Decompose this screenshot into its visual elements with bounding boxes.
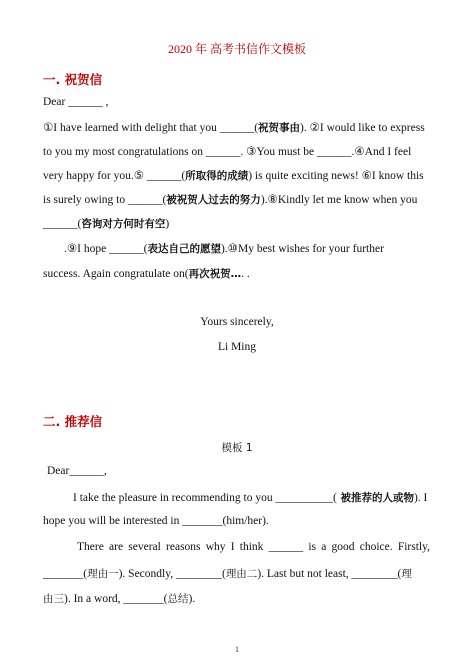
text: ①I have learned with delight that you ______(: [43, 122, 259, 134]
text-cn: 咨询对方何时有空: [81, 218, 166, 230]
text-cn: 被推荐的人或物: [336, 492, 414, 504]
text-cn: 所取得的成绩: [185, 170, 249, 182]
text-cn: 理: [401, 568, 412, 580]
section1-p1-line4: [43, 192, 417, 207]
section1-p2-line2: [43, 266, 250, 281]
section1-p1-line1: [43, 120, 425, 135]
text: ).⑧Kindly let me know when you: [260, 194, 418, 206]
text-cn: 祝贺事由: [258, 122, 301, 134]
section2-p2-line1: There are several reasons why I think ______ is a good choice. Firstly,: [77, 541, 430, 553]
section1-heading: 一. 祝贺信: [43, 72, 103, 87]
text: is surely owing to ______(: [43, 194, 167, 206]
text: .⑨I hope ______(: [64, 243, 148, 255]
section2-salutation: Dear______,: [47, 465, 107, 477]
text-cn: 由三: [43, 593, 64, 605]
section2-subheading: [0, 440, 474, 455]
text: success. Again congratulate on(: [43, 268, 189, 280]
text: ). I: [413, 492, 428, 504]
text-cn: 理由二: [225, 568, 258, 580]
page-number: 1: [235, 645, 239, 654]
text: ). Last but not least, ________(: [257, 568, 402, 580]
text: . .: [241, 268, 250, 280]
section1-p2-line1: [64, 241, 384, 256]
section1-salutation: Dear ______ ,: [43, 96, 109, 108]
text: ).⑩My best wishes for your further: [220, 243, 384, 255]
section2-p2-line2: [43, 566, 412, 581]
section2-p1-line1: [73, 490, 427, 505]
text-cn: 表达自己的愿望: [147, 243, 221, 255]
section2-heading: 二. 推荐信: [43, 414, 103, 429]
text: very happy for you.⑤ ______(: [43, 170, 186, 182]
section2-p1-line2: hope you will be interested in _______(him/her).: [43, 515, 269, 527]
text: I take the pleasure in recommending to you __________(: [73, 492, 337, 504]
subheading-text: 模板 1: [221, 442, 253, 454]
section1-p1-line2: to you my most congratulations on ______. ③You must be ______.④And I feel: [43, 146, 412, 158]
text: ). In a word, _______(: [64, 593, 168, 605]
text-cn: 再次祝贺…: [188, 268, 242, 280]
text: _______(: [43, 568, 88, 580]
section2-p2-line3: [43, 591, 195, 606]
section1-signature: Li Ming: [217, 341, 256, 353]
section1-p1-line5: [43, 216, 169, 231]
text: ) is quite exciting news! ⑥I know this: [248, 170, 424, 182]
text: ). Secondly, ________(: [118, 568, 226, 580]
text: ______(: [43, 218, 82, 230]
text: ): [165, 218, 170, 230]
document-title: 2020 年 高考书信作文模板: [167, 42, 306, 56]
text-cn: 理由一: [87, 568, 119, 580]
text-cn: 被祝贺人过去的努力: [166, 194, 261, 206]
text-cn: 总结: [167, 593, 189, 605]
text: ). ②I would like to express: [300, 122, 425, 134]
section1-p1-line3: [43, 168, 424, 183]
text: ).: [188, 593, 196, 605]
section1-closing: Yours sincerely,: [200, 316, 274, 328]
